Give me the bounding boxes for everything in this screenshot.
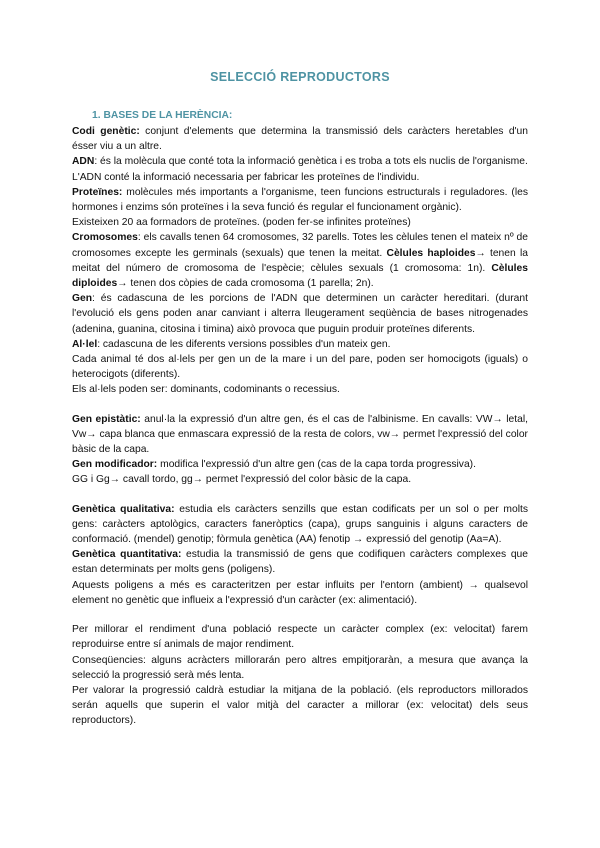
definition: : cadascuna de les diferents versions possibles d'un mateix gen. — [97, 338, 391, 350]
page-title: SELECCIÓ REPRODUCTORS — [210, 70, 390, 84]
term: Genètica quantitativa: — [72, 549, 182, 561]
paragraph-gen — [72, 291, 528, 337]
definition: estudia la transmissió de gens que codifiquen caràcters complexes que estan determinats per molts gens (poligens). — [72, 549, 528, 576]
term: Gen modificador: — [72, 459, 158, 471]
paragraph-cromosomes — [72, 230, 528, 291]
paragraph-genetica-qualitativa — [72, 502, 528, 548]
paragraph-poligens: Aquests poligens a més es caracteritzen per estar influits per l'entorn (ambient) → qualsevol element no genètic que influeix a l'expressió d'un caràcter (ex: alimentació). — [72, 579, 528, 606]
section-heading: 1. BASES DE LA HERÈNCIA: — [92, 110, 233, 121]
term-haploides: Cèlules haploides — [386, 247, 476, 259]
definition: → tenen dos còpies de cada cromosoma (1 parella; 2n). — [117, 278, 374, 290]
paragraph-aminoacids: Existeixen 20 aa formadors de proteïnes. (poden fer-se infinites proteïnes) — [72, 217, 411, 229]
paragraph-adn-info: L'ADN conté la informació necessaria per fabricar les proteïnes de l'individu. — [72, 171, 420, 183]
definition: : és cadascuna de les porcions de l'ADN que determinen un caràcter hereditari. (durant l'evolució els gens poden anar canviant i alterra lleugerament seqüència de bases nitrogenades (adenina, guanina, citosina i timina) això provoca que puguin produir proteïnes diferents. — [72, 293, 528, 335]
term: Gen — [72, 293, 93, 305]
paragraph-consequencies: Conseqüencies: alguns acràcters millorarán pero altres empitjoraràn, a mesura que avança la selecció la progressió serà més lenta. — [72, 654, 528, 681]
document-body — [72, 108, 528, 729]
paragraph-genetica-quantitativa — [72, 547, 528, 577]
paragraph-allel-types: Els al·lels poden ser: dominants, codominants o recessius. — [72, 384, 340, 396]
term: Codi genètic: — [72, 126, 140, 137]
paragraph-valorar-progressio: Per valorar la progressió caldrà estudiar la mitjana de la població. (els reproductors millorados serán aquells que superin el valor mitjà del caracter a millorar (ex: velocitat) dels seus reproductors). — [72, 684, 528, 727]
paragraph-gen-modificador — [72, 457, 528, 472]
paragraph-allel-parents: Cada animal té dos al·lels per gen un de la mare i un del pare, poden ser homocigots (iguals) o heterocigots (diferents). — [72, 354, 528, 381]
paragraph-allel — [72, 337, 528, 352]
paragraph-proteines — [72, 185, 528, 215]
paragraph-tordo: GG i Gg→ cavall tordo, gg→ permet l'expressió del color bàsic de la capa. — [72, 474, 412, 486]
definition: → tenen la meitat del número de cromosoma de l'espècie; cèlules sexuals (1 cromosoma: 1n). — [72, 247, 528, 274]
spacer — [72, 608, 528, 622]
paragraph-millorar-rendiment: Per millorar el rendiment d'una població respecte un caràcter complex (ex: velocitat) farem reproduirse entre sí animals de major rendiment. — [72, 624, 528, 651]
paragraph-adn — [72, 154, 528, 169]
term: ADN — [72, 156, 95, 168]
term: Proteïnes: — [72, 186, 123, 198]
spacer — [72, 398, 528, 412]
definition: conjunt d'elements que determina la transmissió dels caràcters heretables d'un ésser viu a un altre. — [72, 126, 528, 153]
term-diploides: Cèlules diploides — [72, 262, 528, 290]
paragraph-gen-epistatic — [72, 412, 528, 458]
definition: : els cavalls tenen 64 cromosomes, 32 parells. Totes les cèlules tenen el mateix nº de cromosomes excepte les germinals (sexuals) que tenen la meitat. — [72, 232, 528, 259]
term: Genètica qualitativa: — [72, 503, 175, 515]
definition: molècules més importants a l'organisme, teen funcions estructurals i reguladores. (les hormones i enzims són proteïnes i la seva funció és regular el funcionament orgànic). — [72, 186, 528, 214]
spacer — [72, 488, 528, 502]
term: Al·lel — [72, 338, 98, 350]
paragraph-codi-genetic — [72, 124, 528, 154]
definition: anul·la la expressió d'un altre gen, és el cas de l'albinisme. En cavalls: VW→ letal, Vw→ capa blanca que enmascara expressió de la resta de colors, vw→ permet l'expressió del color bàsic de la capa. — [72, 413, 528, 456]
definition: estudia els caràcters senzills que estan codificats per un sol o per molts gens: caràcters aptològics, caracters faneròptics (capa), grups sanguinis i alguns caracters de conformació. (mendel) genotip; fòrmula genètica (AA) fenotip → expressió del genotip (Aa=A). — [72, 503, 528, 546]
term: Cromosomes — [72, 232, 138, 244]
definition: modifica l'expressió d'un altre gen (cas de la capa torda progressiva). — [157, 459, 476, 471]
term: Gen epistàtic: — [72, 413, 141, 425]
definition: : és la molècula que conté tota la informació genètica i es troba a tots els nuclis de l'organisme. — [94, 156, 528, 168]
